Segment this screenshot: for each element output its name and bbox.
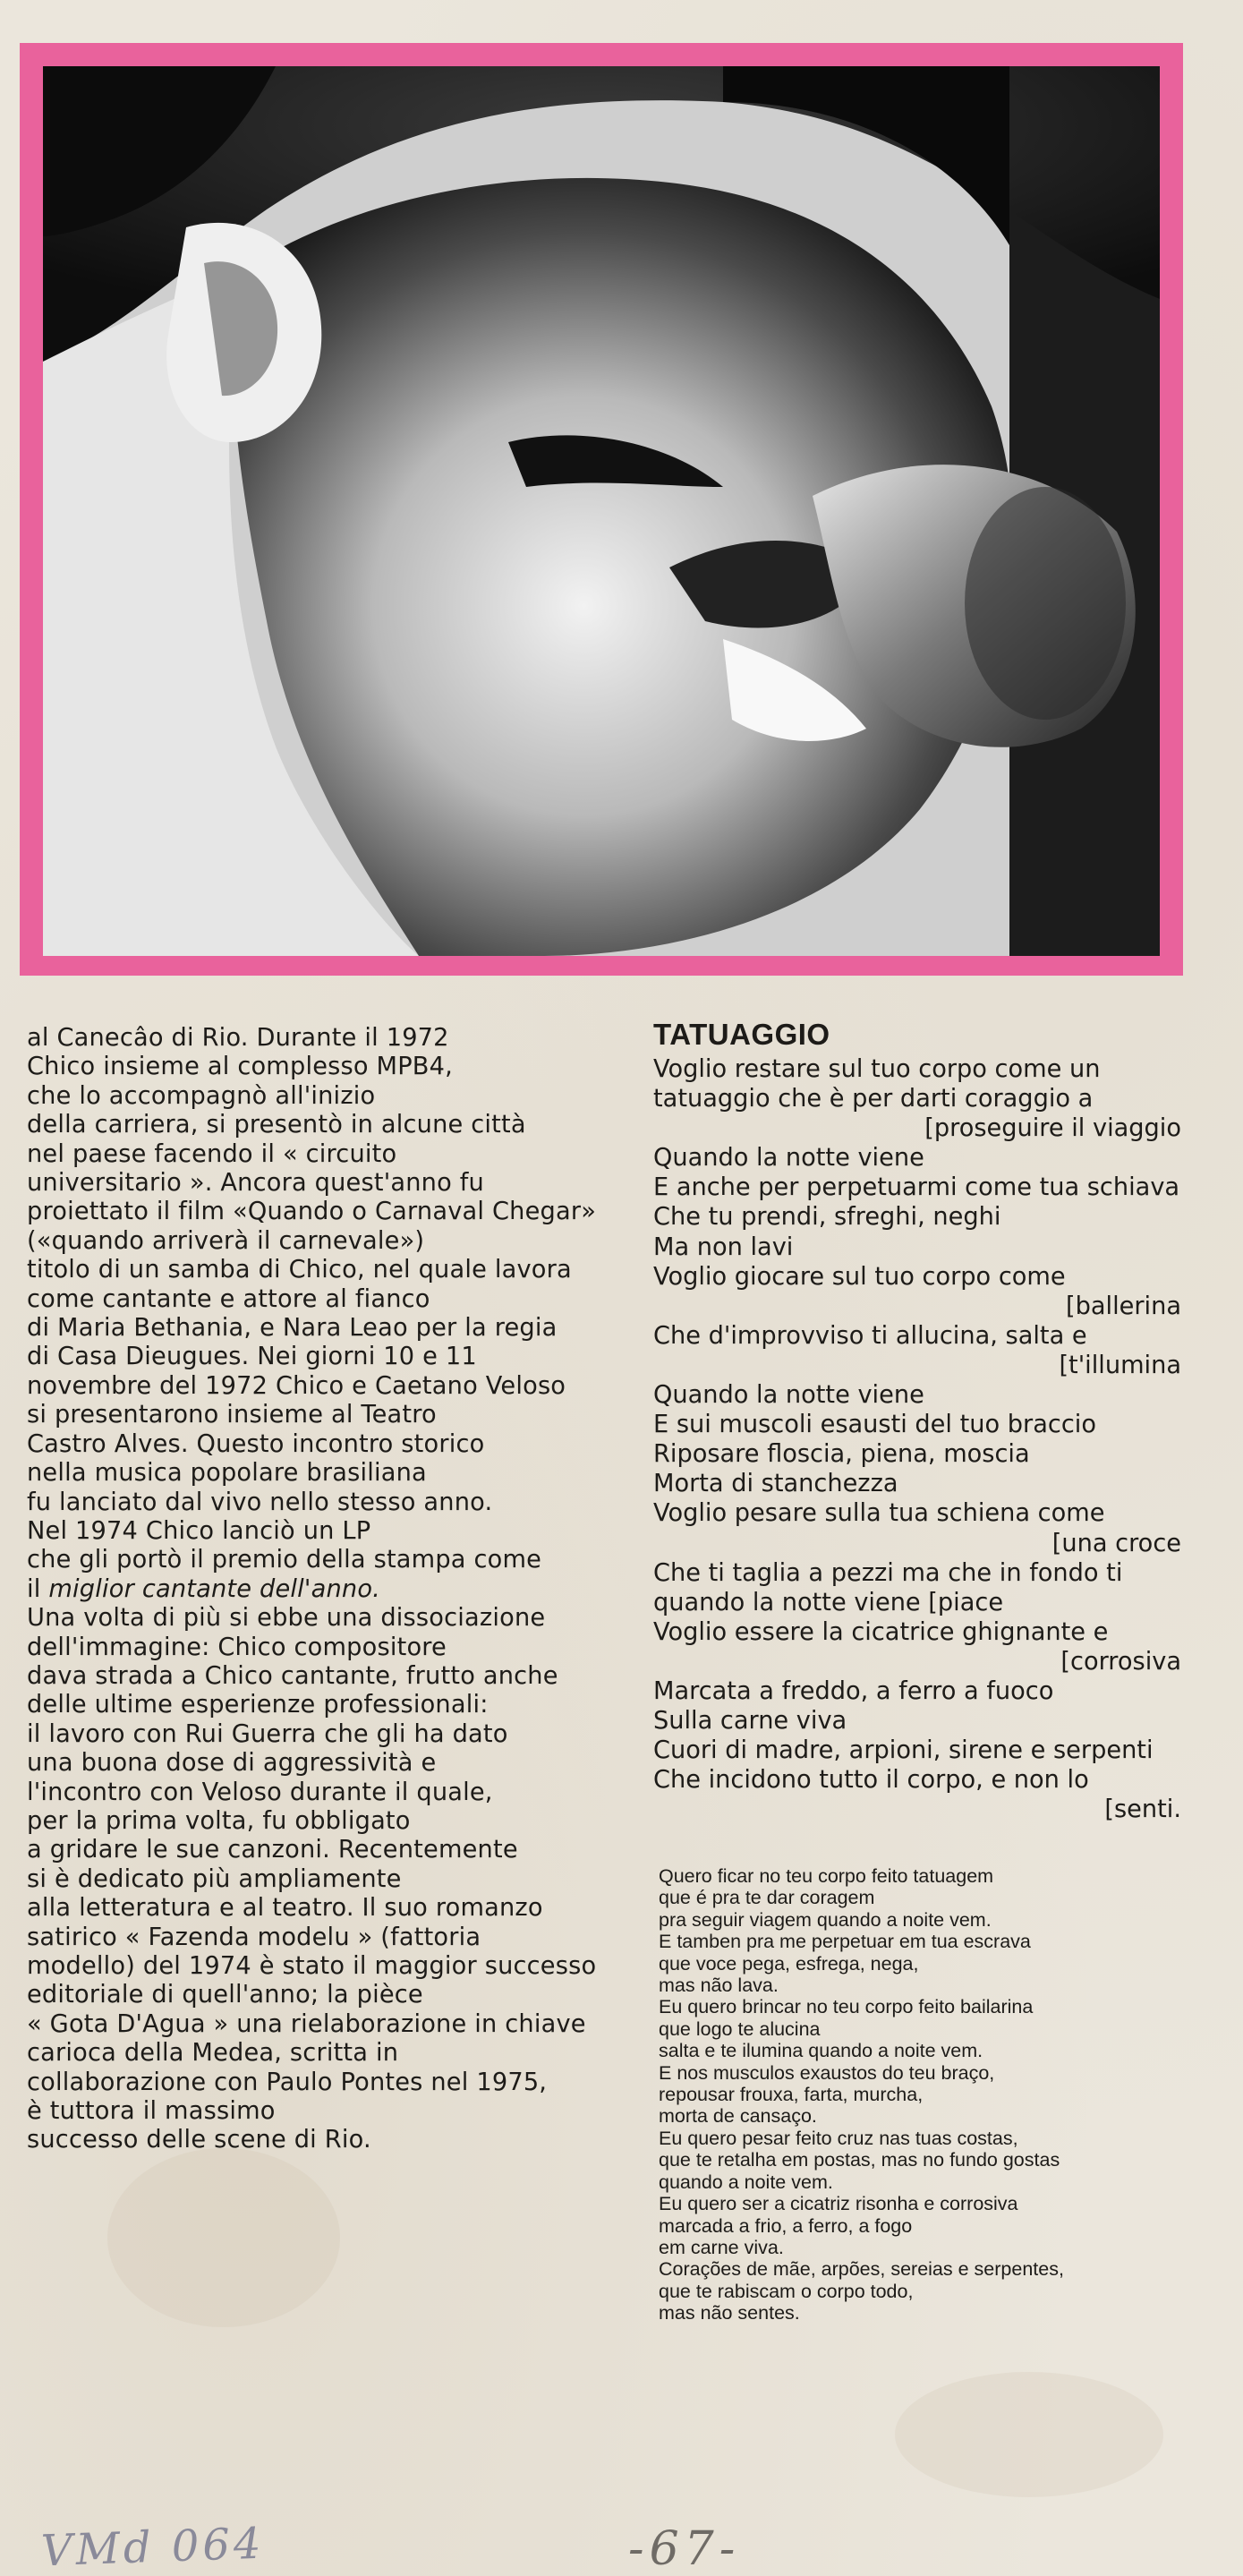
poem-line: quando la notte viene [piace	[653, 1588, 1004, 1616]
italic-prefix: il	[27, 1574, 49, 1603]
article-line: Nel 1974 Chico lanciò un LP	[27, 1516, 371, 1545]
poem-line-continuation: [t'illumina	[1059, 1351, 1181, 1379]
poem-line-continuation: [corrosiva	[1060, 1647, 1181, 1676]
photo-frame	[20, 43, 1183, 976]
poem-lines	[653, 1054, 1181, 1824]
article-line: editoriale di quell'anno; la pièce	[27, 1981, 423, 2009]
article-line: una buona dose di aggressività e	[27, 1749, 437, 1778]
poem-line-continuation: [senti.	[1104, 1796, 1181, 1824]
poem-line: Marcata a freddo, a ferro a fuoco	[653, 1676, 1054, 1705]
article-line: universitario ». Ancora quest'anno fu	[27, 1169, 484, 1198]
original-line: morta de cansaço.	[659, 2105, 817, 2128]
article-line: come cantante e attore al fianco	[27, 1284, 430, 1313]
original-line: mas não sentes.	[659, 2302, 800, 2324]
poem-line: E anche per perpetuarmi come tua schiava	[653, 1173, 1180, 1202]
original-line: que é pra te dar coragem	[659, 1887, 875, 1909]
poem-line: Cuori di madre, arpioni, sirene e serpenti	[653, 1736, 1154, 1765]
article-line: a gridare le sue canzoni. Recentemente	[27, 1836, 518, 1864]
poem-line: Che d'improvviso ti allucina, salta e	[653, 1321, 1087, 1350]
poem-line: Che ti taglia a pezzi ma che in fondo ti	[653, 1558, 1123, 1587]
poem-line: Ma non lavi	[653, 1233, 794, 1261]
original-line: repousar frouxa, farta, murcha,	[659, 2084, 924, 2106]
article-line: di Maria Bethania, e Nara Leao per la regia	[27, 1314, 558, 1343]
article-line: Castro Alves. Questo incontro storico	[27, 1429, 485, 1458]
article-line: « Gota D'Agua » una rielaborazione in chiave	[27, 2009, 586, 2038]
poem-line-continuation: [ballerina	[1066, 1292, 1181, 1320]
article-line: è tuttora il massimo	[27, 2097, 276, 2126]
article-line: dava strada a Chico cantante, frutto anche	[27, 1661, 558, 1690]
poem-italian	[653, 1017, 1181, 1824]
article-line: si è dedicato più ampliamente	[27, 1864, 402, 1893]
poem-line: Riposare floscia, piena, moscia	[653, 1440, 1030, 1469]
poem-line: Voglio giocare sul tuo corpo come	[653, 1262, 1066, 1291]
original-line: que logo te alucina	[659, 2017, 821, 2040]
original-line: Eu quero pesar feito cruz nas tuas costas,	[659, 2127, 1018, 2149]
poem-line: Voglio essere la cicatrice ghignante e	[653, 1617, 1109, 1646]
original-line: salta e te ilumina quando a noite vem.	[659, 2040, 983, 2062]
original-line: Eu quero ser a cicatriz risonha e corrosiva	[659, 2193, 1018, 2215]
article-line: il lavoro con Rui Guerra che gli ha dato	[27, 1719, 508, 1748]
poem-title: TATUAGGIO	[653, 1018, 830, 1051]
italic-award-title: miglior cantante dell'anno.	[48, 1574, 380, 1603]
article-line: satirico « Fazenda modelu » (fattoria	[27, 1923, 481, 1951]
article-line: novembre del 1972 Chico e Caetano Veloso	[27, 1371, 566, 1400]
article-line: di Casa Dieugues. Nei giorni 10 e 11	[27, 1343, 477, 1371]
article-line: Una volta di più si ebbe una dissociazione	[27, 1604, 546, 1633]
article-line-italic	[27, 1575, 635, 1604]
page-number: -67-	[628, 2522, 741, 2576]
handwritten-archive-code: VMd 064	[40, 2518, 266, 2576]
original-line: pra seguir viagem quando a noite vem.	[659, 1908, 992, 1931]
poem-portuguese	[659, 1865, 1187, 2324]
poem-line: tatuaggio che è per darti coraggio a	[653, 1085, 1094, 1113]
poem-line: Voglio pesare sulla tua schiena come	[653, 1499, 1105, 1528]
article-line: Chico insieme al complesso MPB4,	[27, 1053, 453, 1081]
article-line: delle ultime esperienze professionali:	[27, 1691, 489, 1719]
article-line: carioca della Medea, scritta in	[27, 2039, 399, 2068]
paper-stain	[895, 2372, 1163, 2497]
poem-line: Sulla carne viva	[653, 1707, 847, 1736]
original-line: quando a noite vem.	[659, 2171, 833, 2193]
article-text	[27, 1024, 635, 2155]
article-line: che gli portò il premio della stampa come	[27, 1546, 542, 1574]
article-line: modello) del 1974 è stato il maggior successo	[27, 1952, 597, 1980]
original-line: em carne viva.	[659, 2236, 784, 2258]
poem-line: Che incidono tutto il corpo, e non lo	[653, 1766, 1089, 1795]
poem-line: Voglio restare sul tuo corpo come un	[653, 1055, 1101, 1083]
article-line: dell'immagine: Chico compositore	[27, 1633, 447, 1661]
poem-line: Morta di stanchezza	[653, 1470, 898, 1498]
poem-line: Quando la notte viene	[653, 1381, 924, 1410]
paper-stain	[107, 2148, 340, 2327]
poem-line: Quando la notte viene	[653, 1144, 924, 1173]
article-line: si presentarono insieme al Teatro	[27, 1401, 437, 1429]
article-line: proiettato il film «Quando o Carnaval Chegar»	[27, 1198, 597, 1226]
article-line: nella musica popolare brasiliana	[27, 1459, 427, 1488]
article-line: fu lanciato dal vivo nello stesso anno.	[27, 1488, 493, 1516]
original-line: E nos musculos exaustos do teu braço,	[659, 2061, 995, 2084]
article-line: («quando arriverà il carnevale»)	[27, 1226, 425, 1255]
article-line: successo delle scene di Rio.	[27, 2126, 371, 2154]
article-line: per la prima volta, fu obbligato	[27, 1806, 411, 1835]
poem-line-continuation: [proseguire il viaggio	[924, 1114, 1181, 1143]
original-line: marcada a frio, a ferro, a fogo	[659, 2214, 913, 2237]
article-line: della carriera, si presentò in alcune città	[27, 1111, 526, 1139]
original-line: que te rabiscam o corpo todo,	[659, 2280, 914, 2302]
poem-line-continuation: [una croce	[1051, 1529, 1181, 1557]
article-line: collaborazione con Paulo Pontes nel 1975,	[27, 2068, 548, 2096]
original-line: Eu quero brincar no teu corpo feito bailarina	[659, 1996, 1034, 2018]
article-line: l'incontro con Veloso durante il quale,	[27, 1778, 493, 1806]
original-line: E tamben pra me perpetuar em tua escrava	[659, 1931, 1031, 1953]
singer-photo	[43, 66, 1160, 956]
original-line: Quero ficar no teu corpo feito tatuagem	[659, 1865, 994, 1887]
original-line: mas não lava.	[659, 1975, 779, 1997]
article-line: che lo accompagnò all'inizio	[27, 1081, 376, 1110]
poem-line: Che tu prendi, sfreghi, neghi	[653, 1203, 1001, 1232]
article-line: alla letteratura e al teatro. Il suo romanzo	[27, 1894, 543, 1923]
original-line: que te retalha em postas, mas no fundo gostas	[659, 2149, 1060, 2171]
poem-line: E sui muscoli esausti del tuo braccio	[653, 1411, 1096, 1439]
article-line: titolo di un samba di Chico, nel quale lavora	[27, 1256, 572, 1284]
article-line: al Canecâo di Rio. Durante il 1972	[27, 1024, 449, 1052]
article-line: nel paese facendo il « circuito	[27, 1139, 397, 1168]
original-line: que voce pega, esfrega, nega,	[659, 1952, 919, 1975]
original-line: Corações de mãe, arpões, sereias e serpentes,	[659, 2258, 1064, 2281]
singer-photo-illustration	[43, 66, 1160, 956]
